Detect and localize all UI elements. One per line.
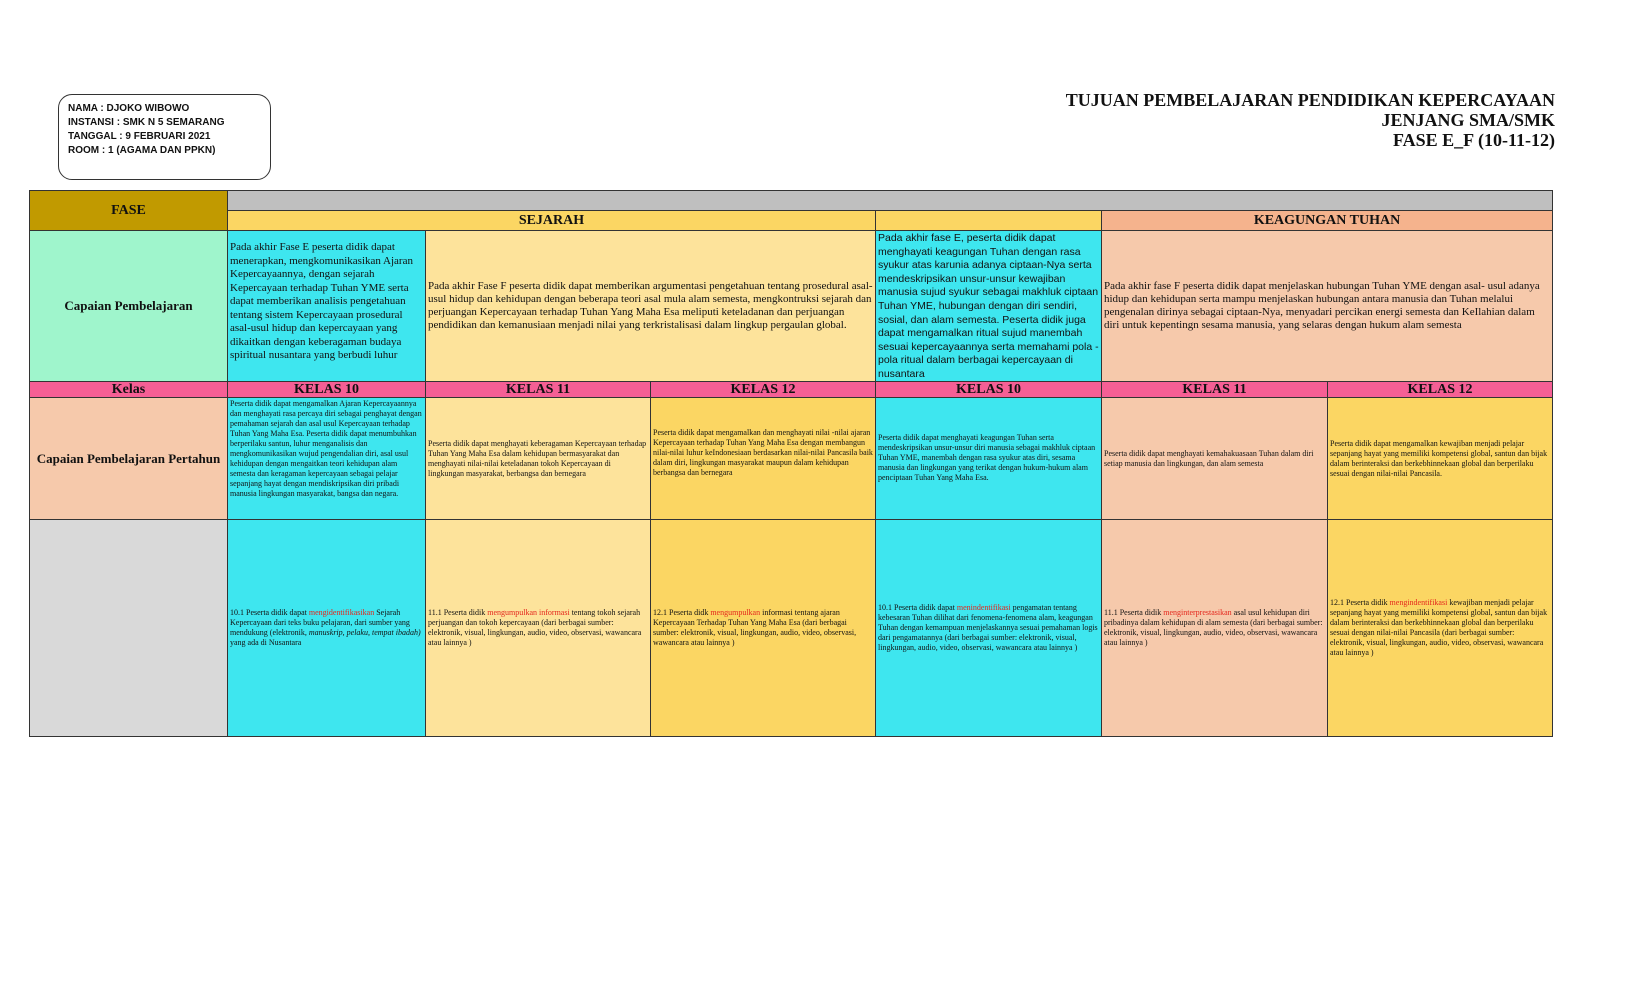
cpt-keagungan-kelas-11	[1102, 398, 1328, 520]
tp-sejarah-kelas-10	[228, 520, 426, 737]
kelas-label: Kelas	[30, 382, 228, 398]
tp-text	[1104, 608, 1325, 648]
tp-text	[878, 603, 1099, 653]
kelas-header: KELAS 12	[651, 382, 876, 398]
tp-post: informasi tentang ajaran Kepercayaan Terhadap Tuhan Yang Maha Esa (dari berbagai sumber: elektronik, visual, lingkungan, audio, video, observasi, wawancara atau lainnya )	[653, 608, 857, 647]
cpt-text: Peserta didik dapat mengamalkan kewajiban menjadi pelajar sepanjang hayat yang memiliki kompetensi global, santun dan bijak dalam berinteraksi dan berkebhinnekaan global dan berperilaku sesuai dengan nilai-nilai Pancasila.	[1330, 438, 1548, 478]
fase-header: FASE	[30, 191, 228, 231]
tp-text	[1330, 598, 1550, 658]
cpt-text: Peserta didik dapat menghayati keagungan Tuhan serta mendeskripsikan unsur-unsur diri manusia sebagai makhluk ciptaan Tuhan YME, manembah dengan rasa syukur atas diri, sesama manusia dan lingkungan yang terikat dengan hukum-hukum alam penciptaan Tuhan Yang Maha Esa.	[878, 433, 1096, 482]
cpt-sejarah-kelas-10: Peserta didik dapat mengamalkan Ajaran Kepercayaannya dan menghayati rasa percaya diri sebagai penghayat dengan pemahaman sejarah dan asal usul Kepercayaan terhadap Tuhan Yang Maha Esa. Peserta didik dapat menumbuhkan berperilaku santun, luhur menganalisis dan mengkomunikasikan wujud pengendalian diri, asal usul kehidupan dengan mengaitkan teori kehidupan alam semesta dan keragaman kepercayaan sebagai pelajar sepanjang hayat dengan mendiskripsikan diri pribadi manusia lingkungan masyarakat, bangsa dan negara.	[228, 398, 426, 520]
cpt-sejarah-kelas-12	[651, 398, 876, 520]
empty-gray-label	[30, 520, 228, 737]
capaian-pembelajaran-label: Capaian Pembelajaran	[30, 231, 228, 382]
tp-post: kewajiban menjadi pelajar sepanjang hayat yang memiliki kompetensi global, santun dan bijak dalam berinteraksi dan berkebhinnekaan global dan berperilaku sesuai dengan nilai-nilai Pancasila (dari berbagai sumber: elektronik, visual, lingkungan, audio, video, observasi, wawancara atau lainnya )	[1330, 598, 1548, 657]
tp-pre: 10.1 Peserta didik dapat	[230, 608, 309, 617]
kelas-header: KELAS 11	[426, 382, 651, 398]
kelas-header: KELAS 12	[1328, 382, 1553, 398]
nama-text: NAMA : DJOKO WIBOWO	[68, 103, 190, 114]
cpt-keagungan-kelas-10	[876, 398, 1102, 520]
tp-verb: menindentifikasi	[956, 603, 1011, 612]
capaian-pertahun-label: Capaian Pembelajaran Pertahun	[30, 398, 228, 520]
cp-sejarah-fase-e: Pada akhir Fase E peserta didik dapat menerapkan, mengkomunikasikan Ajaran Kepercayaannya, dengan sejarah Kepercayaan terhadap Tuhan YME serta dapat memberikan analisis pengetahuan tentang sistem Kepercayaan prosedural asal-usul hidup dan kepercayaan yang dikaitkan dengan keberagaman budaya spiritual nusantara yang berbudi luhur	[228, 231, 426, 382]
title-line-2: JENJANG SMA/SMK	[1381, 110, 1555, 130]
tp-pre: 12.1 Peserta didk	[653, 608, 711, 617]
tp-keagungan-kelas-11	[1102, 520, 1328, 737]
cpt-text: Peserta didik dapat menghayati kemahakuasaan Tuhan dalam diri setiap manusia dan lingkungan, dan alam semesta	[1104, 448, 1314, 468]
identity-box	[58, 94, 271, 180]
cpt-sejarah-kelas-11	[426, 398, 651, 520]
cp-keagungan-fase-f-text: Pada akhir fase F peserta didik dapat menjelaskan hubungan Tuhan YME dengan asal- usul adanya hidup dan kehidupan serta mampu menjelaskan hubungan antara manusia dan Tuhan melalui pengenalan dirinya sebagai ciptaan-Nya, menyadari percikan energi semesta dan KeIlahian dalam diri untuk kepentingn sesama manusia, yang selaras dengan hukum alam semesta	[1104, 280, 1540, 331]
kelas-header: KELAS 10	[228, 382, 426, 398]
header-gray-bar	[228, 191, 1553, 211]
tp-verb: menginterprestasikan	[1163, 608, 1232, 617]
kelas-header: KELAS 10	[876, 382, 1102, 398]
cp-sejarah-fase-f	[426, 231, 876, 382]
room-text: ROOM : 1 (AGAMA DAN PPKN)	[68, 145, 216, 156]
tp-post: pengamatan tentang kebesaran Tuhan dilihat dari fenomena-fenomena alam, keagungan Tuhan dengan kemampuan menjelaskannya sesuai pemahaman logis dari pengamatannya (dari berbagai sumber: elektronik, visual, lingkungan, audio, video, observasi, wawancara atau lainnya )	[878, 603, 1098, 652]
tp-verb: mengindentifikasi	[1389, 598, 1448, 607]
tp-pre: 10.1 Peserta didik dapat	[878, 603, 957, 612]
cp-keagungan-fase-e: Pada akhir fase E, peserta didik dapat menghayati keagungan Tuhan dengan rasa syukur atas karunia adanya ciptaan-Nya serta mendeskripsikan unsur-unsur kewajiban manusia sujud syukur sebagai makhluk ciptaan Tuhan YME, hubungan dengan diri sendiri, sosial, dan alam semesta. Peserta didik juga dapat mengamalkan ritual sujud manembah sesuai kepercayaannya serta memahami pola - pola ritual dalam berbagai kepercayaan di nusantara	[876, 231, 1102, 382]
tp-post: Sejarah Kepercayaan dari teks buku pelajaran, dari sumber yang mendukung (elektronik,	[230, 608, 410, 637]
tp-verb: mengumpulkan informasi	[487, 608, 570, 617]
instansi-text: INSTANSI : SMK N 5 SEMARANG	[68, 117, 225, 128]
tp-sejarah-kelas-12	[651, 520, 876, 737]
keagungan-header: KEAGUNGAN TUHAN	[1102, 211, 1553, 231]
tp-pre: 11.1 Peserta didik	[1104, 608, 1164, 617]
tanggal-text: TANGGAL : 9 FEBRUARI 2021	[68, 131, 211, 142]
tp-keagungan-kelas-12	[1328, 520, 1553, 737]
tp-text	[230, 608, 423, 648]
tp-keagungan-kelas-10	[876, 520, 1102, 737]
learning-objectives-table	[29, 190, 1553, 737]
tp-sejarah-kelas-11	[426, 520, 651, 737]
cp-sejarah-fase-f-text: Pada akhir Fase F peserta didik dapat memberikan argumentasi pengetahuan tentang prosedural asal-usul hidup dan kehidupan dengan beberapa teori asal mula alam semesta, mengkontruksi sejarah dan perjuangan Kepercayaan terhadap Tuhan Yang Maha Esa meliputi keteladanan dan perjuangan pendidikan dan kemanusiaan menjadi nilai yang terkristalisasi dalam lingkup pergaulan global.	[428, 280, 873, 331]
tp-italic: manuskrip, pelaku, tempat ibadah)	[308, 628, 421, 637]
sejarah-header: SEJARAH	[228, 211, 876, 231]
tp-verb: mengidentifikasikan	[308, 608, 375, 617]
tp-pre: 12.1 Peserta didik	[1330, 598, 1390, 607]
tp-text	[428, 608, 648, 648]
document-title	[655, 90, 1555, 150]
title-line-1: TUJUAN PEMBELAJARAN PENDIDIKAN KEPERCAYAAN	[1065, 90, 1555, 110]
cpt-text: Peserta didik dapat mengamalkan dan menghayati nilai -nilai ajaran Kepercayaan terhadap Tuhan Yang Maha Esa dengan membangun nilai-nilai luhur keIndonesiaan berdasarkan nilai-nilai Pancasila baik dalam diri, lingkungan masyarakat maupun dalam kehidupan berbangsa dan bernegara	[653, 428, 873, 477]
title-line-3: FASE E_F (10-11-12)	[1393, 130, 1555, 150]
tp-post: tentang tokoh sejarah perjuangan dan tokoh kepercayaan (dari berbagai sumber: elektronik, visual, lingkungan, audio, video, observasi, wawancara atau lainnya )	[428, 608, 642, 647]
cpt-text: Peserta didik dapat menghayati keberagaman Kepercayaan terhadap Tuhan Yang Maha Esa dalam kehidupan bermasyarakat dan menghayati nilai-nilai keteladanan tokoh Kepercayaan di lingkungan masyarakat, berbangsa dan bernegara	[428, 438, 647, 478]
tp-verb: mengumpulkan	[710, 608, 761, 617]
tp-post: asal usul kehidupan diri pribadinya dalam kehidupan di alam semesta (dari berbagai sumber: elektronik, visual, lingkungan, audio, video, observasi, wawancara atau lainnya )	[1104, 608, 1323, 647]
cp-keagungan-fase-f	[1102, 231, 1553, 382]
tp-pre: 11.1 Peserta didik	[428, 608, 488, 617]
kelas-header: KELAS 11	[1102, 382, 1328, 398]
tp-text	[653, 608, 873, 648]
blank-header-cell	[876, 211, 1102, 231]
cpt-keagungan-kelas-12	[1328, 398, 1553, 520]
tp-post-2: yang ada di Nusantara	[230, 638, 302, 647]
